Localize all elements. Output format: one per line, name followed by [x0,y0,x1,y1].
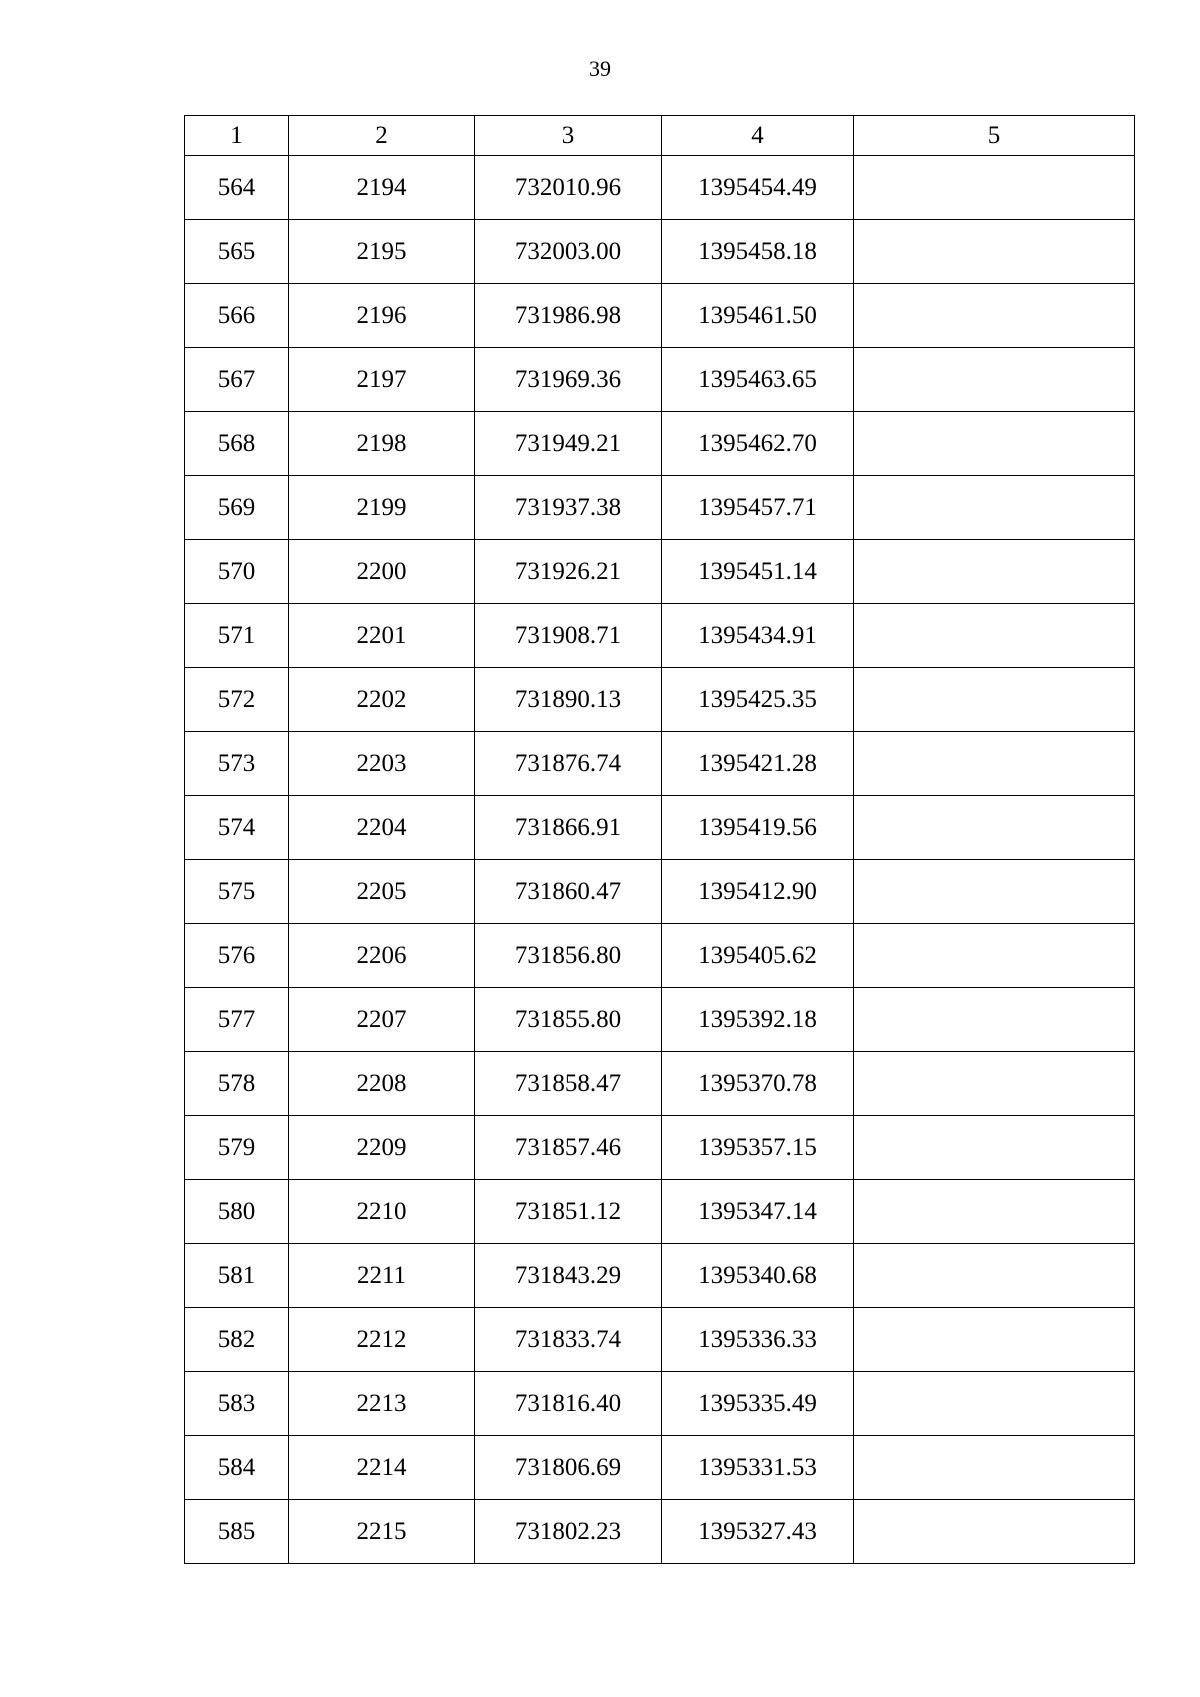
point-number-cell: 2213 [289,1372,475,1436]
y-coordinate-cell: 1395405.62 [662,924,854,988]
point-number-cell: 2203 [289,732,475,796]
point-number-cell: 2212 [289,1308,475,1372]
table-row [185,1244,1135,1308]
row-number-cell: 576 [185,924,289,988]
table-row [185,1500,1135,1564]
note-cell [854,284,1135,348]
page-number: 39 [589,56,611,81]
table-row [185,860,1135,924]
y-coordinate-cell: 1395451.14 [662,540,854,604]
point-number-cell: 2194 [289,156,475,220]
header-cell-5: 5 [854,116,1135,156]
y-coordinate-cell: 1395461.50 [662,284,854,348]
x-coordinate-cell: 731949.21 [475,412,662,476]
table-body [185,156,1135,1564]
note-cell [854,412,1135,476]
row-number-cell: 583 [185,1372,289,1436]
row-number-cell: 571 [185,604,289,668]
header-cell-1: 1 [185,116,289,156]
x-coordinate-cell: 731986.98 [475,284,662,348]
row-number-cell: 567 [185,348,289,412]
header-cell-3: 3 [475,116,662,156]
x-coordinate-cell: 731802.23 [475,1500,662,1564]
x-coordinate-cell: 731855.80 [475,988,662,1052]
y-coordinate-cell: 1395335.49 [662,1372,854,1436]
point-number-cell: 2209 [289,1116,475,1180]
table-row [185,1116,1135,1180]
table-row [185,540,1135,604]
note-cell [854,1500,1135,1564]
y-coordinate-cell: 1395463.65 [662,348,854,412]
point-number-cell: 2215 [289,1500,475,1564]
y-coordinate-cell: 1395370.78 [662,1052,854,1116]
table-row [185,220,1135,284]
note-cell [854,796,1135,860]
header-cell-4: 4 [662,116,854,156]
table-row [185,924,1135,988]
table-row [185,348,1135,412]
x-coordinate-cell: 731857.46 [475,1116,662,1180]
note-cell [854,860,1135,924]
x-coordinate-cell: 731858.47 [475,1052,662,1116]
header-row [185,116,1135,156]
table-row [185,604,1135,668]
x-coordinate-cell: 732010.96 [475,156,662,220]
row-number-cell: 575 [185,860,289,924]
y-coordinate-cell: 1395336.33 [662,1308,854,1372]
row-number-cell: 568 [185,412,289,476]
point-number-cell: 2199 [289,476,475,540]
note-cell [854,156,1135,220]
row-number-cell: 585 [185,1500,289,1564]
row-number-cell: 565 [185,220,289,284]
note-cell [854,220,1135,284]
x-coordinate-cell: 731816.40 [475,1372,662,1436]
note-cell [854,732,1135,796]
point-number-cell: 2201 [289,604,475,668]
table-row [185,1436,1135,1500]
table-header [185,116,1135,156]
row-number-cell: 569 [185,476,289,540]
table-row [185,1180,1135,1244]
coordinates-table [184,115,1135,1564]
y-coordinate-cell: 1395327.43 [662,1500,854,1564]
row-number-cell: 566 [185,284,289,348]
row-number-cell: 577 [185,988,289,1052]
x-coordinate-cell: 732003.00 [475,220,662,284]
x-coordinate-cell: 731856.80 [475,924,662,988]
row-number-cell: 570 [185,540,289,604]
note-cell [854,988,1135,1052]
row-number-cell: 572 [185,668,289,732]
note-cell [854,1436,1135,1500]
note-cell [854,1244,1135,1308]
point-number-cell: 2211 [289,1244,475,1308]
note-cell [854,1180,1135,1244]
table-row [185,1372,1135,1436]
y-coordinate-cell: 1395392.18 [662,988,854,1052]
note-cell [854,668,1135,732]
table-row [185,1052,1135,1116]
row-number-cell: 579 [185,1116,289,1180]
table-row [185,988,1135,1052]
table-row [185,284,1135,348]
header-cell-2: 2 [289,116,475,156]
point-number-cell: 2196 [289,284,475,348]
point-number-cell: 2198 [289,412,475,476]
note-cell [854,540,1135,604]
note-cell [854,1308,1135,1372]
point-number-cell: 2207 [289,988,475,1052]
row-number-cell: 582 [185,1308,289,1372]
y-coordinate-cell: 1395421.28 [662,732,854,796]
row-number-cell: 581 [185,1244,289,1308]
table-row [185,156,1135,220]
y-coordinate-cell: 1395458.18 [662,220,854,284]
row-number-cell: 580 [185,1180,289,1244]
point-number-cell: 2205 [289,860,475,924]
table-row [185,476,1135,540]
note-cell [854,476,1135,540]
x-coordinate-cell: 731890.13 [475,668,662,732]
table-row [185,412,1135,476]
x-coordinate-cell: 731969.36 [475,348,662,412]
x-coordinate-cell: 731908.71 [475,604,662,668]
point-number-cell: 2208 [289,1052,475,1116]
y-coordinate-cell: 1395425.35 [662,668,854,732]
note-cell [854,604,1135,668]
y-coordinate-cell: 1395412.90 [662,860,854,924]
y-coordinate-cell: 1395340.68 [662,1244,854,1308]
table-row [185,668,1135,732]
y-coordinate-cell: 1395347.14 [662,1180,854,1244]
point-number-cell: 2200 [289,540,475,604]
note-cell [854,1372,1135,1436]
note-cell [854,1116,1135,1180]
point-number-cell: 2214 [289,1436,475,1500]
y-coordinate-cell: 1395419.56 [662,796,854,860]
row-number-cell: 584 [185,1436,289,1500]
x-coordinate-cell: 731860.47 [475,860,662,924]
y-coordinate-cell: 1395462.70 [662,412,854,476]
x-coordinate-cell: 731876.74 [475,732,662,796]
table-row [185,732,1135,796]
y-coordinate-cell: 1395454.49 [662,156,854,220]
point-number-cell: 2206 [289,924,475,988]
x-coordinate-cell: 731843.29 [475,1244,662,1308]
note-cell [854,348,1135,412]
table-row [185,796,1135,860]
y-coordinate-cell: 1395434.91 [662,604,854,668]
x-coordinate-cell: 731866.91 [475,796,662,860]
x-coordinate-cell: 731806.69 [475,1436,662,1500]
point-number-cell: 2204 [289,796,475,860]
row-number-cell: 573 [185,732,289,796]
note-cell [854,1052,1135,1116]
x-coordinate-cell: 731851.12 [475,1180,662,1244]
y-coordinate-cell: 1395357.15 [662,1116,854,1180]
x-coordinate-cell: 731926.21 [475,540,662,604]
point-number-cell: 2210 [289,1180,475,1244]
x-coordinate-cell: 731937.38 [475,476,662,540]
y-coordinate-cell: 1395331.53 [662,1436,854,1500]
point-number-cell: 2202 [289,668,475,732]
row-number-cell: 574 [185,796,289,860]
table-row [185,1308,1135,1372]
point-number-cell: 2195 [289,220,475,284]
x-coordinate-cell: 731833.74 [475,1308,662,1372]
row-number-cell: 578 [185,1052,289,1116]
row-number-cell: 564 [185,156,289,220]
note-cell [854,924,1135,988]
point-number-cell: 2197 [289,348,475,412]
y-coordinate-cell: 1395457.71 [662,476,854,540]
